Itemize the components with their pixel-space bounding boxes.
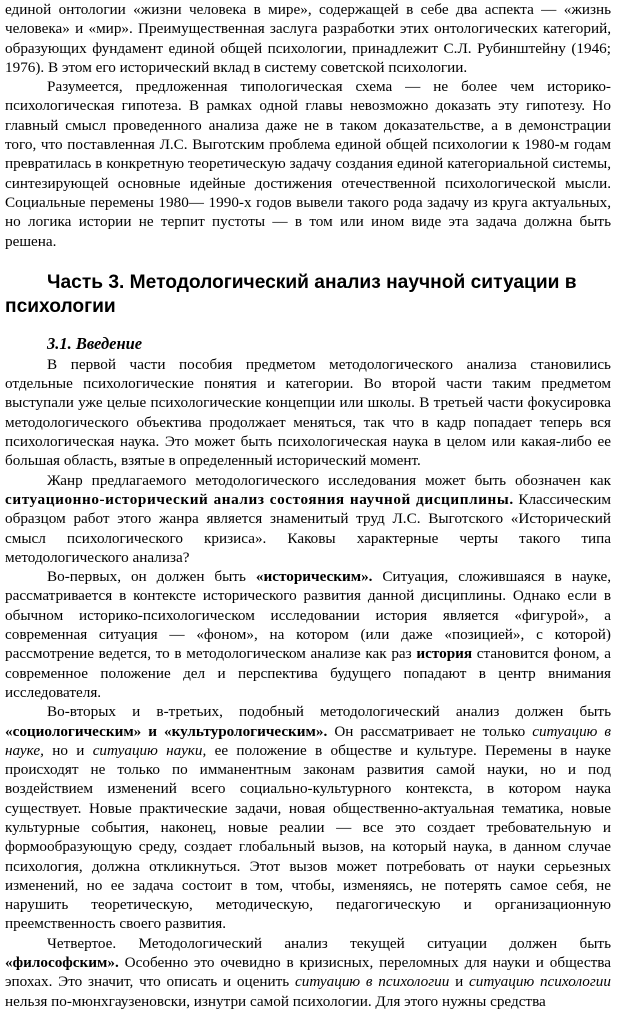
- intro-paragraph-1: единой онтологии «жизни человека в мире», содержащей в себе два аспекта — «жизнь человека» и «мир». Преимущественная заслуга разработки этих онтологических категорий, образующих фундамент единой общей психологии, принадлежит С.Л. Рубинштейну (1946; 1976). В этом его исторический вклад в систему советской психологии.: [5, 1, 611, 76]
- text-run: Во-первых, он должен быть: [47, 568, 256, 586]
- body-paragraph-4: [5, 702, 611, 934]
- body-paragraph-2: [5, 471, 611, 567]
- text-run: ее положение в обществе и культуре. Перемены в науке происходят не только по имманентным законам развития самой науки, но и под воздействием изменений всего социально-культурного контекста, в котором наука существует. Новые практические задачи, новая общественно-актуальная тематика, новые культурные события, наконец, новые реалии — все это создает требовательную и формообразующую среду, создает глобальный вызов, на который наука, в данном случае психология, должна откликнуться. Этот вызов может потребовать от науки серьезных изменений, но ее задача состоит в том, чтобы, изменяясь, не потерять самое себя, не нарушить теоретическую, методическую, педагогическую и организационную преемственность своего развития.: [5, 741, 611, 933]
- intro-paragraph-2: Разумеется, предложенная типологическая схема — не более чем историко-психологическая гипотеза. В рамках одной главы невозможно доказать эту гипотезу. Но главный смысл проведенного анализа даже не в таком доказательстве, а в демонстрации того, что поставленная Л.С. Выготским проблема единой общей психологии к 1980-м годам превратилась в конкретную теоретическую задачу создания единой категориальной системы, синтезирующей основные идейные достижения отечественной психологической мысли. Социальные перемены 1980— 1990-х годов вывели такого рода задачу из круга актуальных, но логика истории не терпит пустоты — в том или ином виде эта задача должна быть решена.: [5, 78, 611, 250]
- text-run: Ситуация, сложившаяся в науке, рассматривается в контексте исторического развития данной дисциплины. Однако если в обычном историко-психологическом исследовании история является «фигурой», а современная ситуация — «фоном», на котором (или даже «позицией», с которой) рассмотрение ведется, то в методологическом анализе как раз: [5, 568, 611, 663]
- italic-term: ситуацию науки,: [92, 741, 207, 759]
- section-heading: 3.1. Введение: [47, 333, 143, 353]
- text-run: Четвертое. Методологический анализ текущей ситуации должен быть: [47, 934, 611, 952]
- italic-term: ситуацию в науке,: [5, 722, 611, 759]
- italic-term: ситуацию в психологии: [294, 973, 450, 991]
- body-paragraph-5: [5, 934, 611, 1011]
- bold-term: история: [416, 645, 473, 663]
- text-run: Жанр предлагаемого методологического исследования может быть обозначен как: [47, 471, 611, 489]
- text-run: нельзя по-мюнхгаузеновски, изнутри самой психологии. Для этого нужны средства: [5, 992, 546, 1010]
- body-paragraph-3: [5, 567, 611, 702]
- part-heading: Часть 3. Методологический анализ научной ситуации в психологии: [5, 271, 577, 317]
- text-run: Классическим образцом работ этого жанра является знаменитый труд Л.С. Выготского «Исторический смысл психологического кризиса». Каковы характерные черты такого типа методологического анализа?: [5, 490, 611, 566]
- bold-term: ситуационно-исторический анализ состояния научной дисциплины.: [5, 490, 514, 508]
- text-run: Во-вторых и в-третьих, подобный методологический анализ должен быть: [47, 703, 611, 721]
- text-run: но и: [43, 741, 93, 759]
- italic-term: ситуацию психологии: [469, 973, 611, 991]
- text-run: становится фоном, а современное положение дел и перспектива будущего попадают в центр внимания исследователя.: [5, 645, 611, 701]
- bold-term: «историческим».: [255, 568, 373, 586]
- body-paragraph-1: В первой части пособия предметом методологического анализа становились отдельные психологические понятия и категории. Во второй части таким предметом выступали уже целые психологические концепции или школы. В третьей части фокусировка методологического объектива продолжает меняться, так что в кадр попадает теперь вся психологическая наука. Это может быть психологическая наука в целом или какая-либо ее большая область, взятые в определенный исторический момент.: [5, 355, 611, 470]
- bold-term: «социологическим» и «культурологическим».: [5, 722, 328, 740]
- document-page: [5, 0, 611, 1011]
- text-run: Особенно это очевидно в кризисных, переломных для науки и общества эпохах. Это значит, что описать и оценить: [5, 954, 611, 991]
- bold-term: «философским».: [5, 954, 119, 972]
- text-run: Он рассматривает не только: [327, 722, 533, 740]
- text-run: и: [449, 973, 470, 991]
